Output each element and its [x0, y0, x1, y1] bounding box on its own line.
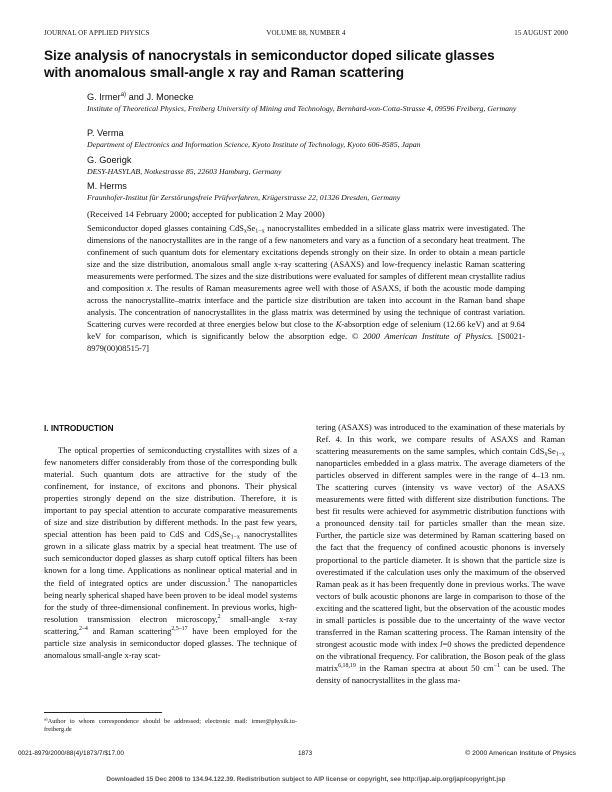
abstract-doi: [S0021-8979(00)08515-7] [87, 331, 526, 354]
journal-name: JOURNAL OF APPLIED PHYSICS [44, 29, 150, 37]
title-line-2: with anomalous small-angle x ray and Raman scattering [44, 65, 404, 80]
author-block-4 [87, 181, 567, 203]
author-name: P. Verma [87, 128, 124, 138]
download-notice: Downloaded 15 Dec 2008 to 134.94.122.39. Redistribution subject to AIP license or copyright, see http://jap.aip.org/jap/copyright.jsp [106, 776, 506, 783]
author-block-1 [87, 92, 567, 114]
abstract: Semiconductor doped glasses containing $CdS_xSe_{1-x}$ nanocrystallites embedded in a silicate glass matrix were investigated. The dimensions of the nanocrystallites are in the range of a few nanometers and vary as a function of a secondary heat treatment. The confinement of such quantum dots for elementary excitations depends strongly on their size. In order to obtain a mean particle size and the size distribution, anomalous small angle x-ray scattering (ASAXS) and low-frequency inelastic Raman scattering measurements were performed. The sizes and the size distributions were evaluated for samples of different mean crystallite radius and composition x. The results of Raman measurements agree well with those of ASAXS, if both the acoustic mode damping across the nanocrystallite–matrix interface and the particle size distribution are taken into account in the Raman band shape analysis. The concentration of nanocrystallites in the glass matrix was determined by using the technique of contrast variation. Scattering curves were recorded at three energies below but close to the K-absorption edge of selenium (12.66 keV) and at 9.64 keV for comparison, which is significantly below the absorption edge. © 2000 American Institute of Physics. [S0021-8979(00)08515-7] [87, 223, 526, 354]
author-name: G. Goerigk [87, 155, 132, 165]
footer-copyright: © 2000 American Institute of Physics [465, 750, 576, 757]
author-affiliation: Fraunhofer-Institut für Zerstörungsfreie Prüfverfahren, Krügerstrasse 22, 01326 Dresden, Germany [87, 193, 401, 202]
author-block-3 [87, 155, 567, 177]
article-code: 0021-8979/2000/88(4)/1873/7/$17.00 [18, 750, 124, 757]
reference-citation[interactable]: 2,5–17 [171, 625, 188, 632]
reference-citation[interactable]: 6,18,19 [338, 662, 356, 669]
footnote-divider [44, 712, 162, 713]
author-footnote: $^{a)}$Author to whom correspondence should be addressed; electronic mail: irmer@physik.tu-freiberg.de [44, 716, 297, 733]
author-affiliation: DESY-HASYLAB, Notkestrasse 85, 22603 Hamburg, Germany [87, 167, 282, 176]
received-dates: (Received 14 February 2000; accepted for publication 2 May 2000) [87, 209, 325, 219]
author-footnote-mark[interactable]: a) [120, 92, 127, 98]
body-column-left: The optical properties of semiconducting crystallites with sizes of a few nanometers differ considerably from those of the corresponding bulk material. Such quantum dots are attractive for the study of the confinement, for instance, of excitons and phonons. Their physical properties strongly depend on the size distribution. Therefore, it is important to pay special attention to accurate comparative measurements of size and size distribution by different methods. In the past few years, special attention has been paid to CdS and $CdS_xSe_{1-x}$ nanocrystallites grown in a silicate glass matrix by a special heat treatment. The use of such semiconductor doped glasses as sharp cutoff optical filters has been known for a long time. Applications as nonlinear optical material and in the field of integrated optics are under discussion.$^1$ The nanoparticles being nearly spherical shaped have been proven to be ideal model systems for the study of three-dimensional confinement. In previous works, high-resolution transmission electron microscopy,$^2$ small-angle x-ray scattering,$^{2-4}$ and Raman scattering$^{2,5-17}$ have been employed for the particle size analysis in semiconductor doped glasses. The technique of anomalous small-angle x-ray scat- [44, 445, 298, 660]
author-name: G. Irmer$^{a)}$ and J. Monecke [87, 92, 194, 102]
reference-citation[interactable]: 2–4 [79, 625, 88, 632]
running-head [44, 29, 568, 39]
page-footer [18, 750, 586, 760]
reference-citation[interactable]: 2 [217, 613, 221, 620]
author-name: M. Herms [87, 181, 127, 191]
section-heading: I. INTRODUCTION [44, 424, 114, 433]
volume-number: VOLUME 88, NUMBER 4 [266, 29, 346, 37]
page-number: 1873 [298, 750, 313, 757]
issue-date: 15 AUGUST 2000 [514, 29, 568, 37]
author-block-2 [87, 128, 567, 150]
title-line-1: Size analysis of nanocrystals in semiconductor doped silicate glasses [44, 48, 495, 63]
article-title [44, 47, 574, 81]
author-affiliation: Department of Electronics and Information Science, Kyoto Institute of Technology, Kyoto 606-8585, Japan [87, 140, 421, 149]
abstract-copyright: © 2000 American Institute of Physics. [351, 331, 494, 342]
reference-citation[interactable]: 1 [227, 577, 231, 584]
body-column-right: tering (ASAXS) was introduced to the examination of these materials by Ref. 4. In this work, we compare results of ASAXS and Raman scattering measurements on the same samples, which contain $CdS_xSe_{1-x}$ nanoparticles embedded in a glass matrix. The average diameters of the particles observed in different samples were in the range of 4–13 nm. The scattering curves (intensity vs wave vector) of the ASAXS measurements were fitted with different size distribution functions. The best fit results were achieved for asymmetric distribution functions with a pronounced density tail for particles smaller than the mean size. Further, the particle size was determined by Raman scattering based on the fact that the frequency of confined acoustic phonons is inversely proportional to the particle diameter. It is shown that the particle size is overestimated if the calculation uses only the maximum of the observed Raman peak as it has been frequently done in previous works. The wave vectors of bulk acoustic phonons are large in comparison to those of the exciting and the scattered light, but the observation of the acoustic modes in small particles is possible due to the uncertainty of the wave vector transferred in the Raman scattering process. The Raman intensity of the strongest acoustic mode with index l=0 shows the predicted dependence on the vibrational frequency. For calibration, the Boson peak of the glass matrix$^{6,18,19}$ in the Raman spectra at about 50 $cm^{-1}$ can be used. The density of nanocrystallites in the glass ma- [316, 422, 565, 685]
author-affiliation: Institute of Theoretical Physics, Freiberg University of Mining and Technology, Bernhard-von-Cotta-Strasse 4, 09596 Freiberg, Germany [87, 104, 517, 113]
